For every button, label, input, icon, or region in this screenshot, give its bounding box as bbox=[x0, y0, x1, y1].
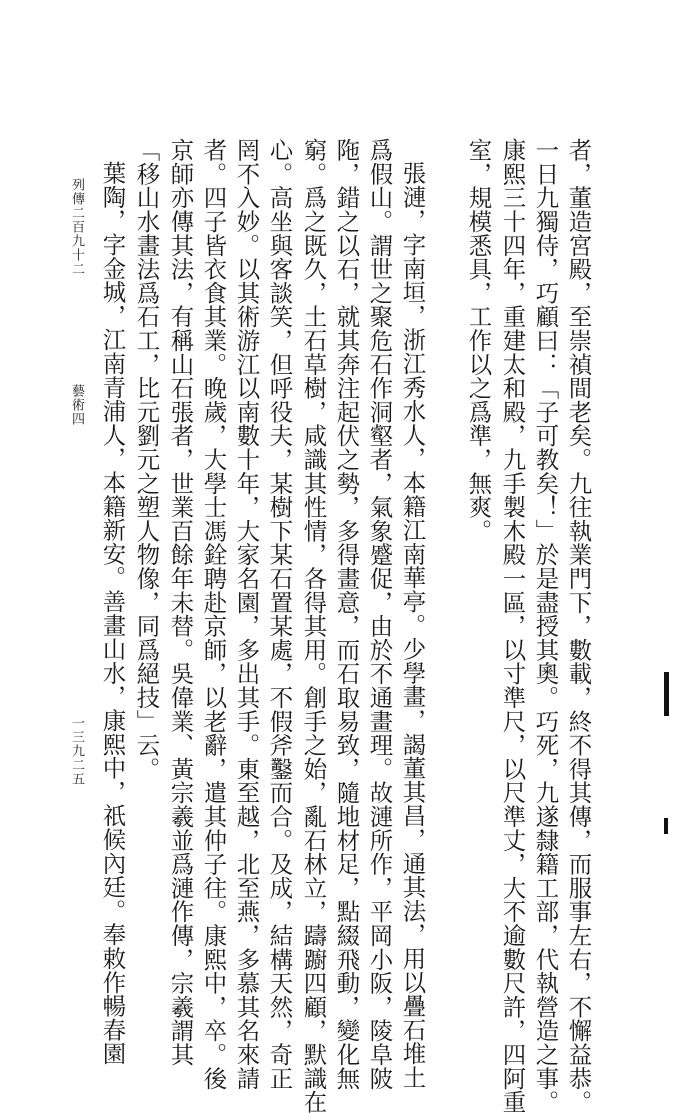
text-column-9: 心。高坐與客談笑，但呼役夫，某樹下某石置某處，不假斧鑿而合。及成，結構天然，奇正 bbox=[265, 138, 294, 1090]
text-column-1: 者，董造宮殿，至崇禎間老矣。九往執業門下，數載，終不得其傳，而服事左右，不懈益恭。 bbox=[564, 138, 593, 1114]
running-header-section: 藝術四 bbox=[69, 384, 84, 426]
text-column-14: 葉陶，字金城，江南青浦人，本籍新安。善畫山水，康熙中，祇候內廷。奉敕作暢春園 bbox=[98, 161, 127, 1066]
text-column-4: 室，規模悉具，工作以之爲準，無爽。 bbox=[464, 138, 493, 543]
text-column-6: 爲假山。謂世之聚危石作洞壑者，氣象蹙促，由於不通畫理。故漣所作，平岡小阪，陵阜陂 bbox=[365, 138, 394, 1090]
text-column-3: 康熙三十四年，重建太和殿，九手製木殿一區，以寸準尺，以尺準丈，大不逾數尺許，四阿重 bbox=[498, 138, 527, 1114]
text-column-12: 京師亦傳其法，有稱山石張者，世業百餘年未替。吳偉業、黃宗羲並爲漣作傳，宗羲謂其 bbox=[166, 138, 195, 1067]
text-column-7: 陁，錯之以石，就其奔注起伏之勢，多得畫意，而石取易致，隨地材足，點綴飛動，變化無 bbox=[332, 138, 361, 1090]
text-column-11: 者。四子皆衣食其業。晚歲，大學士馮銓聘赴京師，以老辭，遣其仲子往。康熙中，卒。後 bbox=[199, 138, 228, 1090]
text-column-8: 窮。爲之既久，土石草樹，咸識其性情，各得其用。創手之始，亂石林立，躊躕四顧，默識在 bbox=[299, 138, 328, 1114]
page-number: 一三九二五 bbox=[69, 716, 84, 786]
text-column-13: 「移山水畫法爲石工，比元劉元之塑人物像，同爲絕技」云。 bbox=[132, 138, 161, 781]
running-header-chapter: 列傳二百九十二 bbox=[69, 178, 84, 276]
text-column-10: 罔不入妙。以其術游江以南數十年，大家名園，多出其手。東至越，北至燕，多慕其名來請 bbox=[232, 138, 261, 1090]
scan-mark-lower bbox=[664, 818, 668, 834]
text-column-2: 一日九獨侍，巧顧曰：「子可教矣！」於是盡授其奧。巧死，九遂隸籍工部，代執營造之事。 bbox=[531, 138, 560, 1114]
text-column-5: 張漣，字南垣，浙江秀水人，本籍江南華亭。少學畫，謁董其昌，通其法，用以疊石堆土 bbox=[398, 161, 427, 1090]
scan-mark-upper bbox=[664, 672, 669, 716]
